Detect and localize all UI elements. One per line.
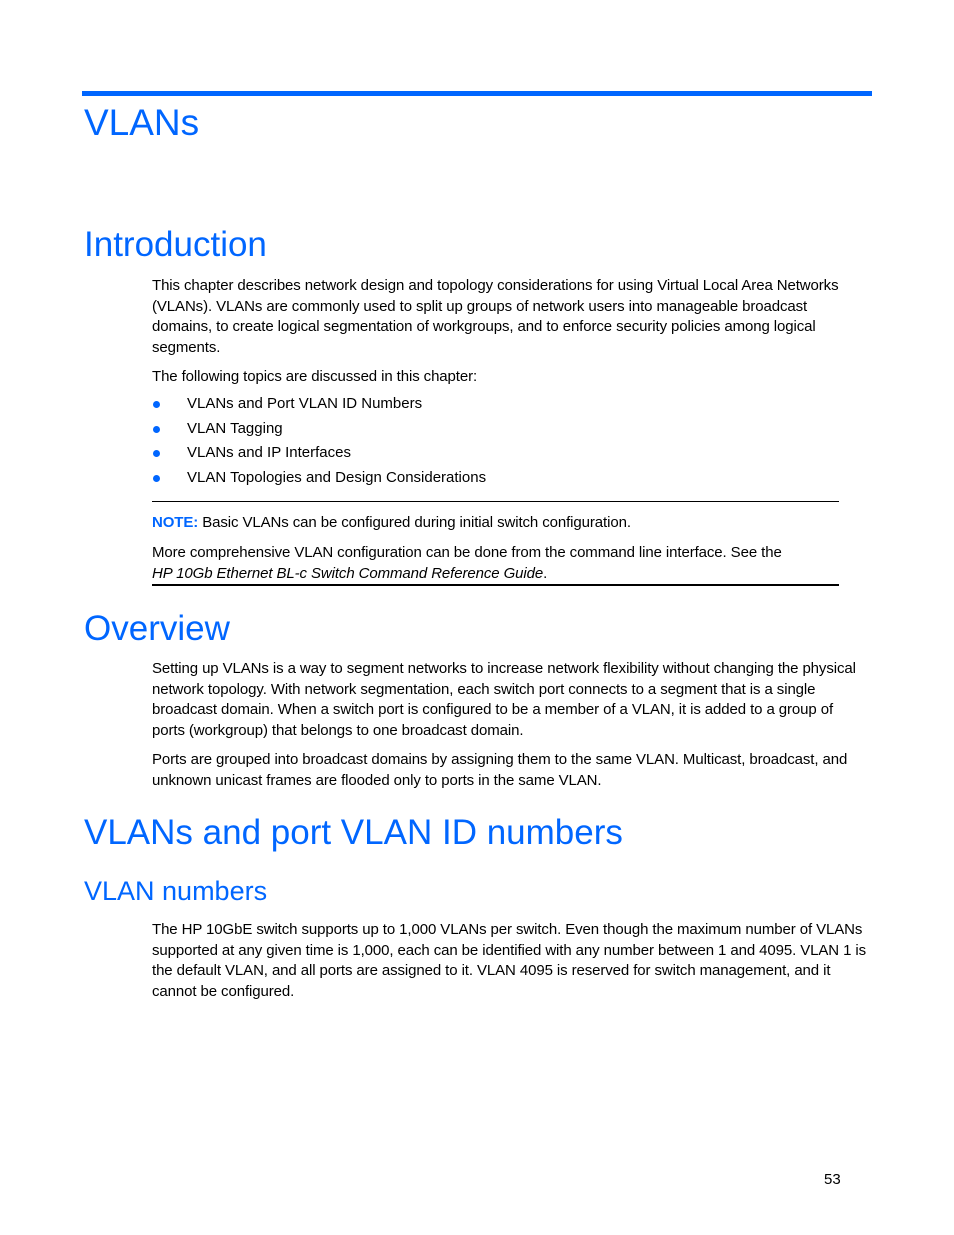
chapter-title: VLANs [84,102,200,143]
vlan-numbers-subheading: VLAN numbers [84,876,268,906]
overview-heading: Overview [84,609,230,648]
note-reference-text: More comprehensive VLAN configuration can be done from the command line interface. See the [152,544,782,561]
note-paragraph [152,513,867,534]
topic-label: VLAN Tagging [187,419,283,437]
bullet-icon [153,475,160,482]
overview-paragraph-2: Ports are grouped into broadcast domains by assigning them to the same VLAN. Multicast, broadcast, and unknown unicast frames are flooded only to ports in the same VLAN. [152,751,848,789]
bullet-icon [153,426,160,433]
topic-label: VLANs and Port VLAN ID Numbers [187,395,423,412]
note-top-rule [152,501,839,502]
note-bottom-rule [152,584,839,586]
note-text: Basic VLANs can be configured during initial switch configuration. [202,514,631,531]
introduction-heading: Introduction [84,225,267,264]
overview-paragraph-1: Setting up VLANs is a way to segment networks to increase network flexibility without changing the physical network topology. With network segmentation, each switch port connects to a segment that is a single broadcast domain. When a switch port is configured to be a member of a VLAN, it is added to a group of ports (workgroup) that belongs to one broadcast domain. [152,660,856,739]
list-item [152,441,486,466]
reference-suffix: . [543,564,548,582]
reference-guide-title: HP 10Gb Ethernet BL-c Switch Command Reference Guide [152,564,544,582]
topic-label: VLAN Topologies and Design Considerations [187,469,487,487]
list-item [152,466,486,491]
bullet-icon [153,401,160,408]
vlan-numbers-paragraph: The HP 10GbE switch supports up to 1,000 VLANs per switch. Even though the maximum number of VLANs supported at any given time is 1,000, each can be identified with any number between 1 and 4095. VLAN 1 is the default VLAN, and all ports are assigned to it. VLAN 4095 is reserved for switch management, and it cannot be configured. [152,921,867,1000]
topics-list [152,392,486,491]
chapter-top-rule [82,91,872,96]
page-number: 53 [824,1171,841,1188]
vlan-ids-heading: VLANs and port VLAN ID numbers [84,813,623,852]
topics-lead: The following topics are discussed in this chapter: [152,368,478,385]
list-item [152,392,486,417]
list-item [152,417,486,442]
topic-label: VLANs and IP Interfaces [187,444,351,462]
introduction-paragraph: This chapter describes network design and topology considerations for using Virtual Local Area Networks (VLANs). VLANs are commonly used to split up groups of network users into manageable broadcast domains, to create logical segmentation of workgroups, and to enforce security policies among logical segments. [152,277,839,356]
bullet-icon [153,450,160,457]
note-reference-paragraph [152,543,867,584]
note-label: NOTE: [152,514,199,531]
